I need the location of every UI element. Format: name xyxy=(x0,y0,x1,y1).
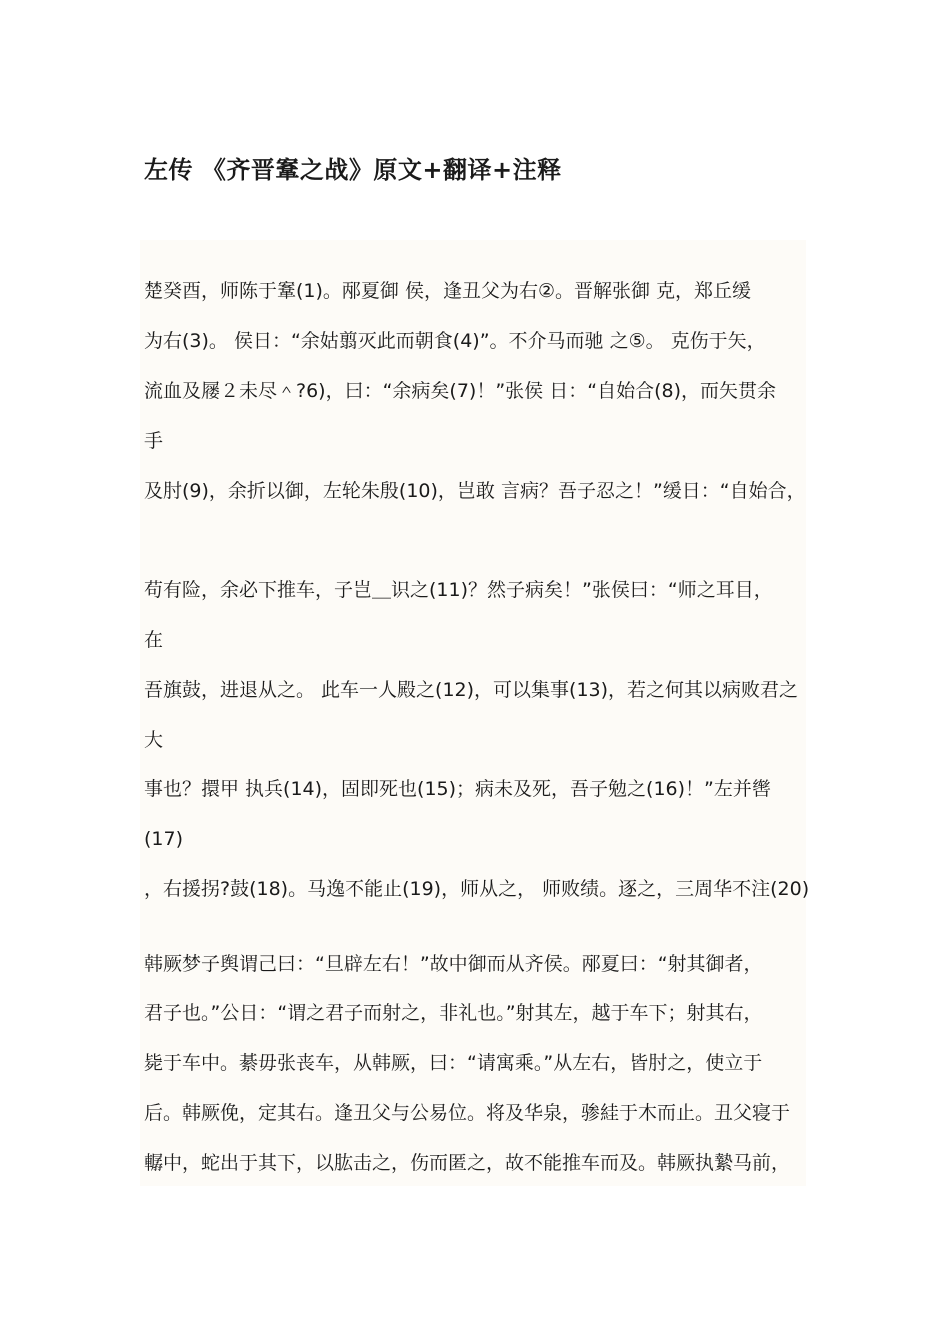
document-title: 左传 《齐晋鞌之战》原文+翻译+注释 xyxy=(144,156,562,184)
text-line: 手 xyxy=(144,430,164,452)
text-line: 为右(3)。 侯日：“余姑翦灭此而朝食(4)”。不介马而驰 之⑤。 克伤于矢， xyxy=(144,330,766,352)
text-line: 吾旗鼓，进退从之。 此车一人殿之(12)，可以集事(13)，若之何其以病败君之 xyxy=(144,679,799,701)
text-line: 后。韩厥俛，定其右。逢丑父与公易位。将及华泉，骖絓于木而止。丑父寝于 xyxy=(144,1102,791,1124)
text-line: 苟有险，余必下推车，子岂＿识之(11)？然子病矣！”张侯曰：“师之耳目， xyxy=(144,579,773,601)
text-line: 及肘(9)，余折以御，左轮朱殷(10)，岂敢 言病？吾子忍之！”缓日：“自始合， xyxy=(144,480,806,502)
text-line: (17) xyxy=(144,828,184,850)
text-line: 楚癸酉，师陈于鞌(1)。邴夏御 侯，逢丑父为右②。晋解张御 克，郑丘缓 xyxy=(144,280,752,302)
text-line: 毙于车中。綦毋张丧车，从韩厥，曰：“请寓乘。”从左右，皆肘之，使立于 xyxy=(144,1052,763,1074)
text-line: 流血及屦２未尽＾?6)，曰：“余病矣(7)！”张侯 日：“自始合(8)，而矢贯余 xyxy=(144,380,776,402)
text-line: 在 xyxy=(144,629,164,651)
text-line: 事也？擐甲 执兵(14)，固即死也(15)；病未及死，吾子勉之(16)！”左并辔 xyxy=(144,778,771,800)
text-line: 大 xyxy=(144,729,164,751)
text-line: 韩厥梦子舆谓己曰：“旦辟左右！”故中御而从齐侯。邴夏曰：“射其御者， xyxy=(144,953,763,975)
text-line: 君子也。”公日：“谓之君子而射之，非礼也。”射其左，越于车下；射其右， xyxy=(144,1002,763,1024)
text-line: 轏中，蛇出于其下，以肱击之，伤而匿之，故不能推车而及。韩厥执縶马前， xyxy=(144,1152,791,1174)
text-line: ，右援拐?鼓(18)。马逸不能止(19)，师从之， 师败绩。逐之，三周华不注(20) xyxy=(144,878,810,900)
